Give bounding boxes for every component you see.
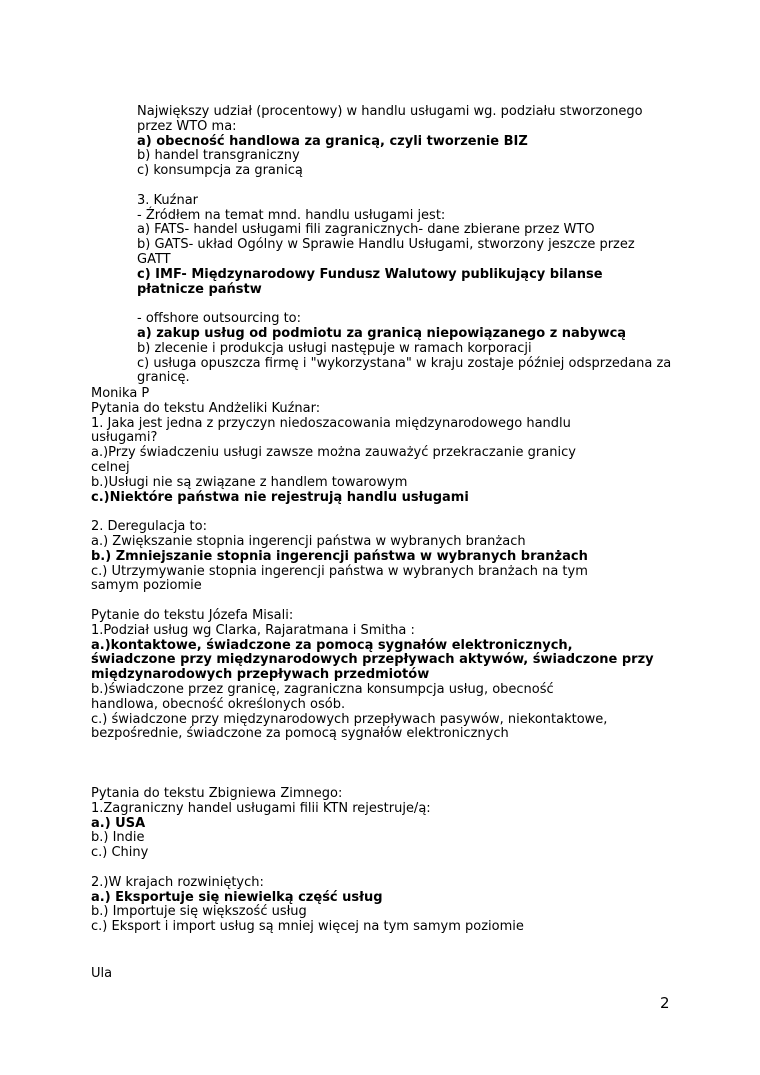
zimny-question-block (91, 787, 691, 935)
answer-option: c) usługa opuszcza firmę i "wykorzystana" w kraju zostaje później odsprzedana za (137, 355, 672, 371)
question-text: 1.Zagraniczny handel usługami filii KTN rejestruje/ą: (91, 800, 431, 816)
wto-question-block (91, 105, 737, 386)
answer-option: handlowa, obecność określonych osób. (91, 696, 346, 712)
answer-correct: b.) Zmniejszanie stopnia ingerencji państwa w wybranych branżach (91, 548, 588, 564)
author-footer (91, 967, 691, 982)
answer-option: a.) Zwiększanie stopnia ingerencji państwa w wybranych branżach (91, 533, 526, 549)
answer-option: b) GATS- układ Ogólny w Sprawie Handlu Usługami, stworzony jeszcze przez (137, 237, 635, 253)
answer-option: b.)Usługi nie są związane z handlem towarowym (91, 474, 408, 490)
page-number: 2 (660, 994, 670, 1012)
question-text: Największy udział (procentowy) w handlu usługami wg. podziału stworzonego (137, 104, 643, 119)
answer-correct: a.) USA (91, 815, 146, 831)
answer-correct: a) zakup usług od podmiotu za granicą niepowiązanego z nabywcą (137, 325, 627, 341)
section-heading: 3. Kuźnar (137, 192, 199, 208)
main-question-block (91, 387, 691, 742)
answer-correct: świadczone przy międzynarodowych przepływach aktywów, świadczone przy (91, 652, 654, 668)
answer-option: c.) Eksport i import usług są mniej więcej na tym samym poziomie (91, 919, 524, 935)
section-heading: Pytania do tekstu Andżeliki Kuźnar: (91, 400, 321, 416)
answer-correct: a.)kontaktowe, świadczone za pomocą sygnałów elektronicznych, (91, 637, 573, 653)
answer-option: c) konsumpcja za granicą (137, 163, 303, 179)
answer-option: samym poziomie (91, 578, 202, 594)
answer-correct: międzynarodowych przepływach przedmiotów (91, 667, 430, 683)
answer-option: GATT (137, 251, 171, 267)
author-name: Monika P (91, 386, 150, 401)
question-text: 2. Deregulacja to: (91, 519, 207, 535)
answer-correct: a) obecność handlowa za granicą, czyli tworzenie BIZ (137, 133, 528, 149)
section-heading: Pytanie do tekstu Józefa Misali: (91, 607, 294, 623)
question-text: 2.)W krajach rozwiniętych: (91, 874, 264, 890)
author-name: Ula (91, 966, 113, 981)
question-text: - Źródłem na temat mnd. handlu usługami jest: (137, 207, 446, 223)
section-heading: Pytania do tekstu Zbigniewa Zimnego: (91, 786, 343, 801)
question-text: przez WTO ma: (137, 118, 237, 134)
answer-option: a) FATS- handel usługami fili zagranicznych- dane zbierane przez WTO (137, 222, 595, 238)
answer-correct: c.)Niektóre państwa nie rejestrują handlu usługami (91, 489, 469, 505)
answer-correct: płatnicze państw (137, 281, 262, 297)
answer-option: b) zlecenie i produkcja usługi następuje w ramach korporacji (137, 340, 532, 356)
answer-option: c.) Utrzymywanie stopnia ingerencji państwa w wybranych branżach na tym (91, 563, 588, 579)
answer-correct: a.) Eksportuje się niewielką część usług (91, 889, 383, 905)
answer-option: bezpośrednie, świadczone za pomocą sygnałów elektronicznych (91, 726, 509, 742)
question-text: - offshore outsourcing to: (137, 311, 302, 327)
question-text: usługami? (91, 430, 158, 446)
answer-option: b.)świadczone przez granicę, zagraniczna konsumpcja usług, obecność (91, 681, 554, 697)
answer-option: a.)Przy świadczeniu usługi zawsze można zauważyć przekraczanie granicy (91, 445, 576, 461)
answer-option: c.) Chiny (91, 845, 149, 861)
answer-option: b) handel transgraniczny (137, 148, 300, 164)
answer-option: granicę. (137, 370, 190, 386)
answer-correct: c) IMF- Międzynarodowy Fundusz Walutowy publikujący bilanse (137, 266, 603, 282)
answer-option: celnej (91, 459, 130, 475)
answer-option: b.) Importuje się większość usług (91, 904, 307, 920)
question-text: 1. Jaka jest jedna z przyczyn niedoszacowania międzynarodowego handlu (91, 415, 571, 431)
answer-option: c.) świadczone przy międzynarodowych przepływach pasywów, niekontaktowe, (91, 711, 608, 727)
answer-option: b.) Indie (91, 830, 145, 846)
question-text: 1.Podział usług wg Clarka, Rajaratmana i Smitha : (91, 622, 415, 638)
